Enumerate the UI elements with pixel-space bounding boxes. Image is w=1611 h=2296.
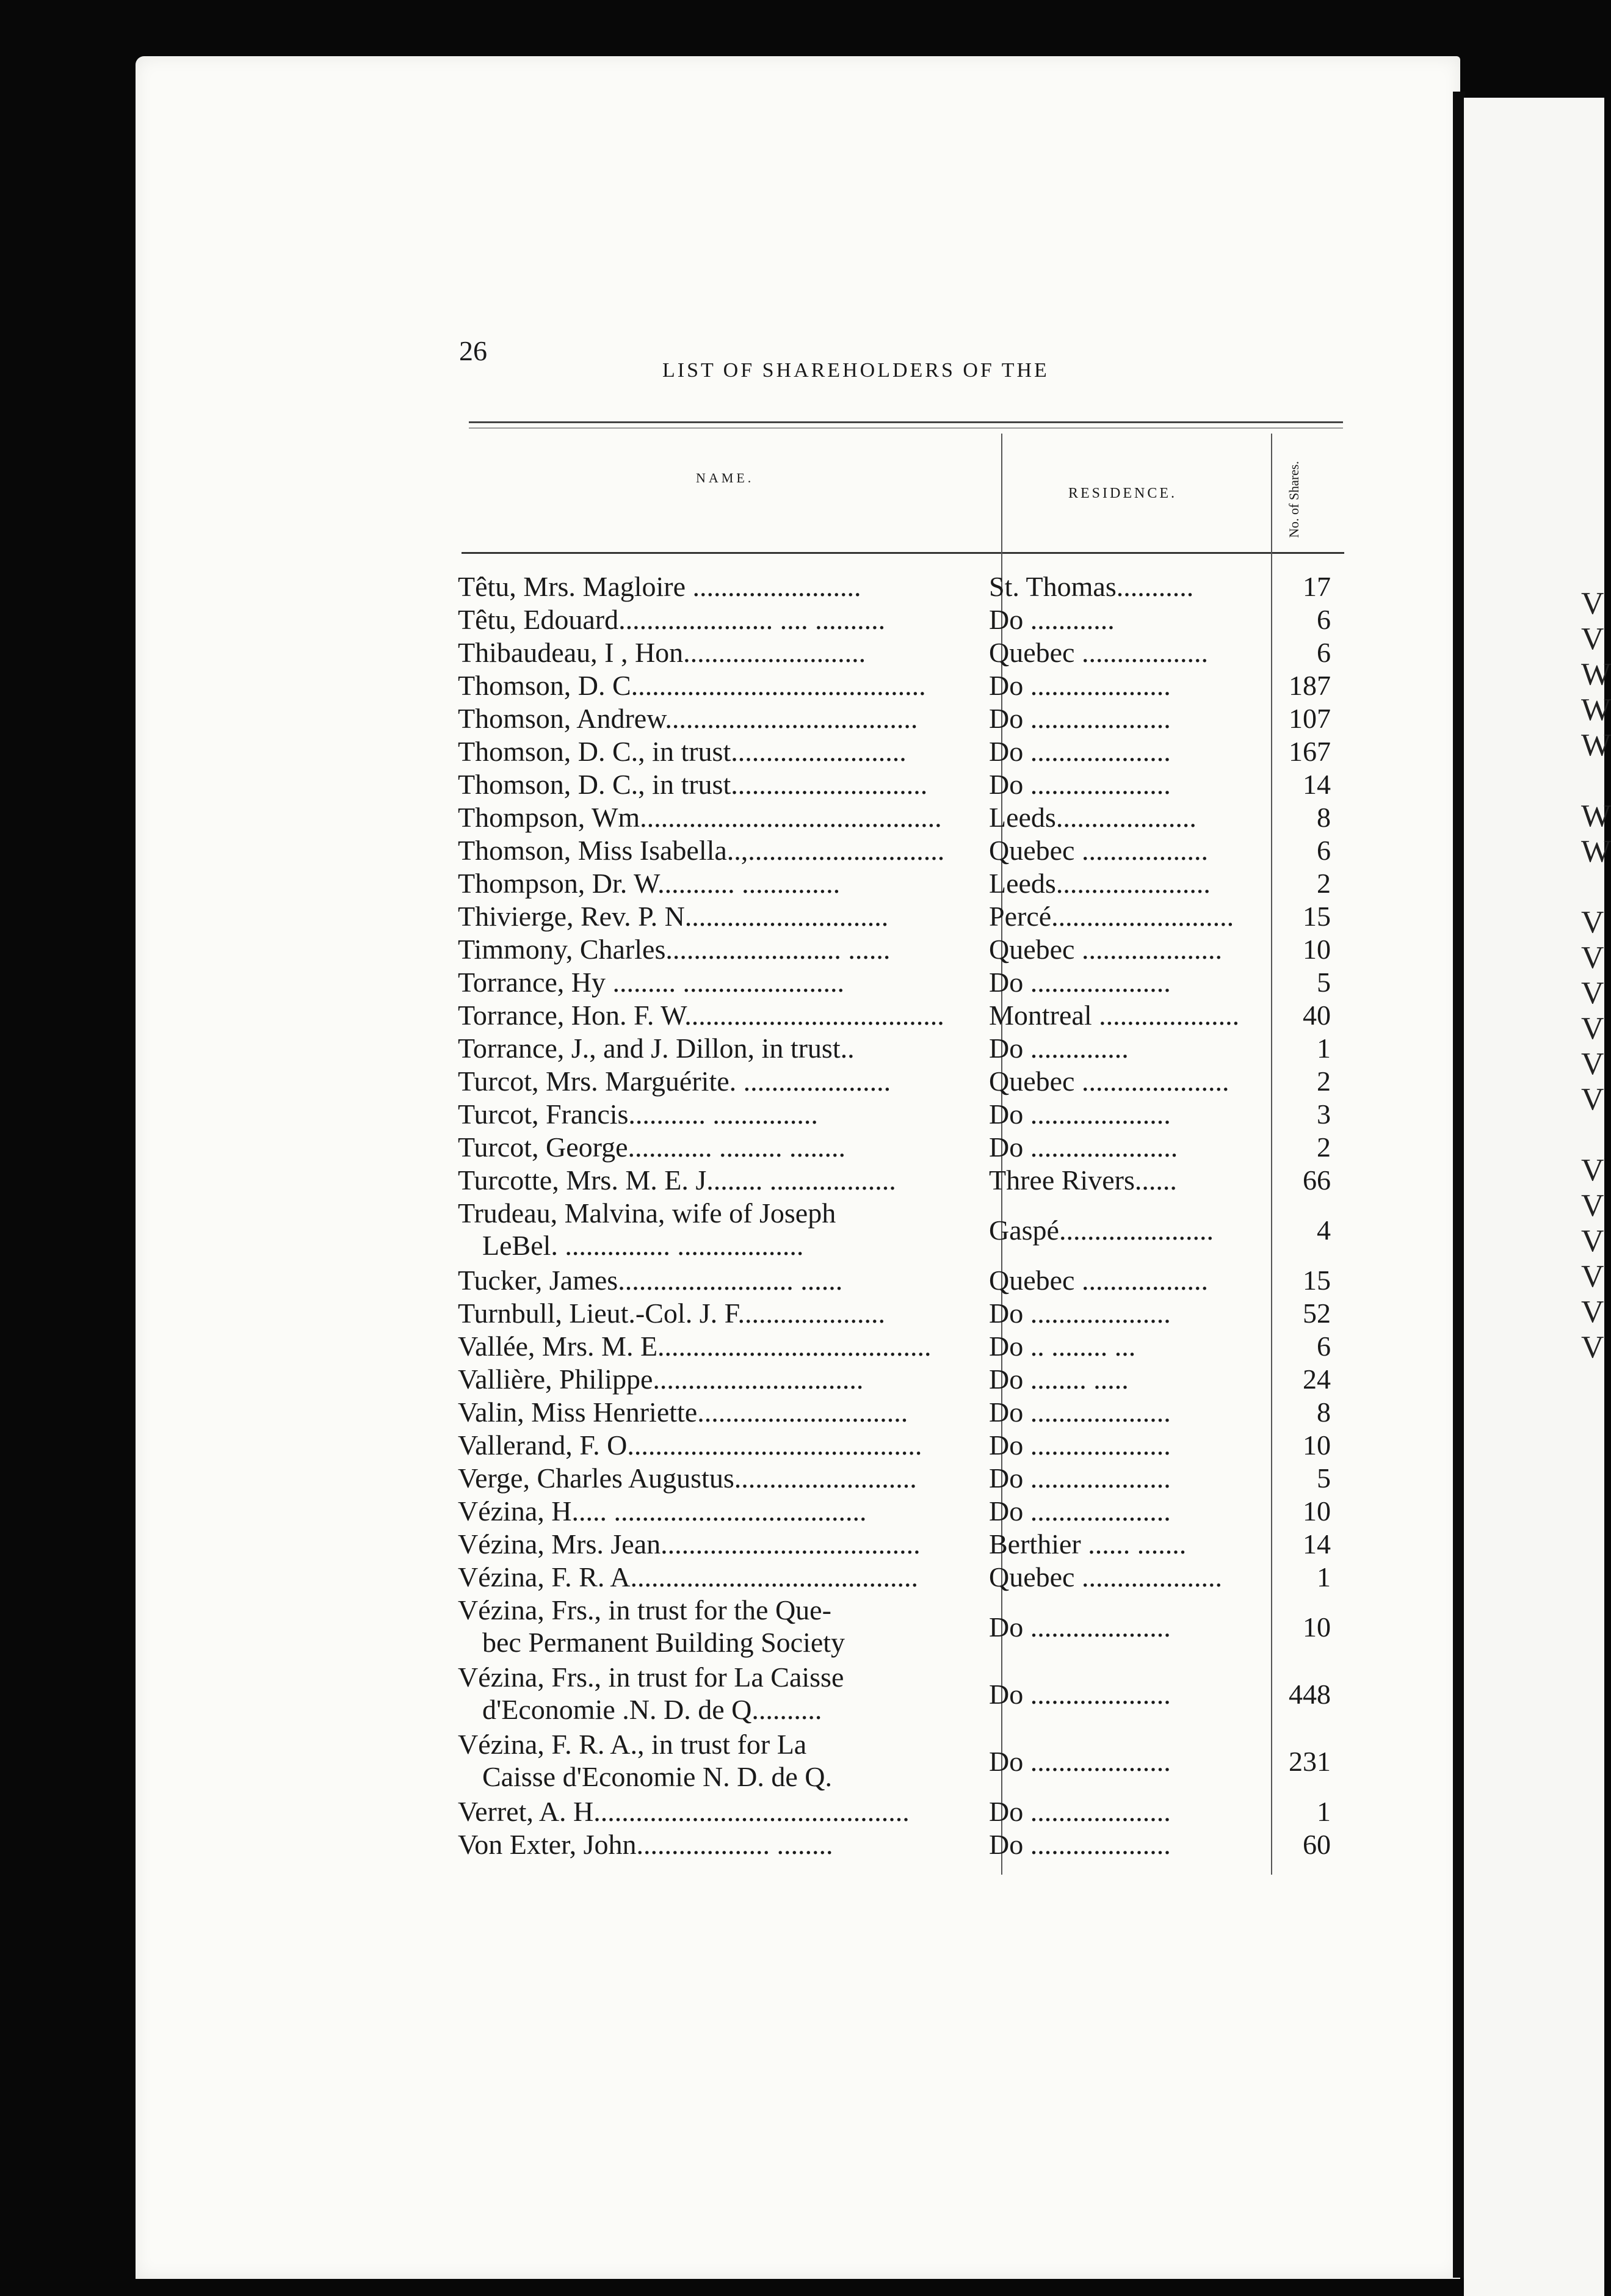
shareholder-name-line: Thomson, Miss Isabella..,............................ (458, 835, 945, 866)
shareholder-name-line: Vézina, F. R. A......................................... (458, 1561, 919, 1593)
shareholder-name (458, 768, 995, 801)
facing-page-letter: W (1581, 692, 1611, 727)
shareholder-shares: 8 (1317, 802, 1331, 833)
shareholder-residence: Leeds.................... (989, 802, 1196, 833)
shareholder-name (458, 1429, 995, 1461)
shareholder-name (458, 1594, 995, 1658)
table-row (452, 834, 1343, 867)
shareholder-residence: Do .................... (989, 703, 1171, 734)
shareholder-shares: 2 (1317, 1066, 1331, 1097)
shareholder-residence: Percé.......................... (989, 901, 1234, 932)
column-header-name: NAME. (696, 470, 755, 485)
shareholder-shares: 15 (1303, 1265, 1331, 1296)
shareholder-name (458, 603, 995, 636)
shareholder-shares: 167 (1289, 736, 1331, 767)
shareholder-residence: Do .............. (989, 1033, 1129, 1064)
facing-page-letter: V (1581, 1259, 1604, 1294)
shareholder-residence: Do ........ ..... (989, 1364, 1129, 1395)
table-row (452, 768, 1343, 801)
shareholder-name-continuation: LeBel. ............... .................. (482, 1230, 804, 1261)
table-row (452, 1297, 1343, 1330)
shareholder-name (458, 1795, 995, 1828)
shareholder-name (458, 1131, 995, 1163)
shareholder-residence: Do .................... (989, 1397, 1171, 1428)
shareholder-shares: 40 (1303, 1000, 1331, 1031)
shareholder-name (458, 999, 995, 1031)
shareholder-shares: 52 (1303, 1298, 1331, 1329)
shareholder-name (458, 1197, 995, 1262)
shareholder-name (458, 1164, 995, 1196)
shareholder-shares: 66 (1303, 1164, 1331, 1196)
shareholder-name-line: Turcot, Mrs. Marguérite. ..................... (458, 1066, 891, 1097)
shareholder-shares: 6 (1317, 604, 1331, 635)
shareholder-name-line: Torrance, Hon. F. W..................................... (458, 1000, 944, 1031)
shareholder-residence: Do .................... (989, 1611, 1171, 1643)
shareholder-name (458, 1363, 995, 1395)
shareholder-residence: Do .................... (989, 1679, 1171, 1710)
table-row (452, 1594, 1343, 1661)
table-row (452, 1330, 1343, 1363)
shareholder-shares: 6 (1317, 637, 1331, 668)
shareholder-name (458, 1728, 995, 1793)
table-row (452, 1363, 1343, 1396)
table-row (452, 1795, 1343, 1828)
shareholder-name-line: Thivierge, Rev. P. N............................. (458, 901, 889, 932)
table-row (452, 1264, 1343, 1297)
table-row (452, 867, 1343, 900)
shareholder-shares: 10 (1303, 1430, 1331, 1461)
shareholder-name-line: Thompson, Dr. W........... .............. (458, 868, 841, 899)
shareholder-name-line: Turnbull, Lieut.-Col. J. F..................... (458, 1298, 886, 1329)
shareholder-shares: 1 (1317, 1796, 1331, 1827)
shareholder-residence: Quebec ..................... (989, 1066, 1229, 1097)
shareholder-shares: 5 (1317, 1462, 1331, 1494)
shareholder-shares: 6 (1317, 835, 1331, 866)
shareholder-residence: Do .................... (989, 1430, 1171, 1461)
table-row (452, 636, 1343, 669)
shareholder-name-line: Vézina, Frs., in trust for the Que- (458, 1594, 831, 1626)
shareholder-name (458, 1828, 995, 1861)
shareholder-name-line: Vallière, Philippe.............................. (458, 1364, 864, 1395)
shareholder-shares: 10 (1303, 1495, 1331, 1527)
table-row (452, 1197, 1343, 1264)
table-row (452, 1164, 1343, 1197)
shareholder-name (458, 636, 995, 669)
shareholder-shares: 187 (1289, 670, 1331, 701)
top-rule (469, 421, 1343, 423)
shareholder-shares: 10 (1303, 1611, 1331, 1643)
shareholder-name (458, 867, 995, 899)
facing-page-letter: W (1581, 728, 1611, 763)
header-rule (462, 552, 1344, 554)
shareholder-shares: 14 (1303, 769, 1331, 800)
shareholder-residence: Do .................... (989, 1829, 1171, 1860)
shareholder-residence: Quebec .................. (989, 1265, 1208, 1296)
facing-page-letter: V (1581, 1224, 1604, 1259)
table-row (452, 999, 1343, 1032)
shareholder-name (458, 1495, 995, 1527)
shareholder-residence: Do .................... (989, 1462, 1171, 1494)
shareholder-residence: Do .................... (989, 1796, 1171, 1827)
shareholder-shares: 2 (1317, 1132, 1331, 1163)
shareholder-name-line: Trudeau, Malvina, wife of Joseph (458, 1197, 836, 1229)
table-row (452, 1828, 1343, 1861)
shareholder-name (458, 933, 995, 965)
shareholder-residence: St. Thomas........... (989, 571, 1194, 602)
shareholder-name (458, 735, 995, 768)
shareholder-residence: Quebec .................... (989, 1561, 1222, 1593)
shareholder-shares: 4 (1317, 1215, 1331, 1246)
shareholder-residence: Do ..................... (989, 1132, 1178, 1163)
shareholder-shares: 15 (1303, 901, 1331, 932)
table-row (452, 735, 1343, 768)
table-row (452, 1396, 1343, 1429)
shareholder-name-line: Turcot, George............ ......... ........ (458, 1132, 846, 1163)
shareholder-residence: Do .................... (989, 1099, 1171, 1130)
shareholder-name-line: Thomson, Andrew.................................... (458, 703, 918, 734)
shareholder-shares: 231 (1289, 1746, 1331, 1777)
facing-page-letter: V (1581, 1330, 1604, 1365)
shareholder-name-line: Verge, Charles Augustus.......................... (458, 1462, 917, 1494)
shareholder-shares: 14 (1303, 1528, 1331, 1560)
page-number: 26 (459, 335, 487, 366)
shareholder-residence: Do .................... (989, 1746, 1171, 1777)
shareholder-name (458, 834, 995, 866)
shareholder-residence: Three Rivers...... (989, 1164, 1177, 1196)
shareholder-residence: Do .................... (989, 1298, 1171, 1329)
shareholder-name (458, 1396, 995, 1428)
shareholder-shares: 1 (1317, 1033, 1331, 1064)
shareholder-name (458, 1528, 995, 1560)
table-row (452, 1661, 1343, 1728)
facing-page-letter: W (1581, 799, 1611, 834)
shareholder-name-line: Valin, Miss Henriette.............................. (458, 1397, 908, 1428)
facing-page-letter: V (1581, 1153, 1604, 1188)
shareholder-name-line: Torrance, J., and J. Dillon, in trust.. (458, 1033, 855, 1064)
shareholder-residence: Do ............ (989, 604, 1115, 635)
facing-page-letter: V (1581, 586, 1604, 621)
shareholder-shares: 10 (1303, 934, 1331, 965)
shareholder-residence: Berthier ...... ....... (989, 1528, 1187, 1560)
table-row (452, 1131, 1343, 1164)
shareholder-residence: Do .................... (989, 1495, 1171, 1527)
shareholder-name (458, 1462, 995, 1494)
shareholder-shares: 107 (1289, 703, 1331, 734)
facing-page-letter: W (1581, 657, 1611, 692)
shareholder-name-line: Thomson, D. C.......................................... (458, 670, 926, 701)
facing-page-letter: V (1581, 1295, 1604, 1329)
shareholder-table (452, 570, 1343, 1861)
facing-page-letter: V (1581, 940, 1604, 975)
shareholder-residence: Montreal .................... (989, 1000, 1240, 1031)
shareholder-name (458, 1297, 995, 1329)
table-row (452, 603, 1343, 636)
shareholder-shares: 2 (1317, 868, 1331, 899)
shareholder-name-line: Verret, A. H............................................. (458, 1796, 910, 1827)
shareholder-name (458, 702, 995, 735)
shareholder-residence: Do .................... (989, 670, 1171, 701)
shareholder-name (458, 1264, 995, 1296)
shareholder-name-line: Turcot, Francis........... ............... (458, 1099, 818, 1130)
shareholder-shares: 17 (1303, 571, 1331, 602)
shareholder-shares: 60 (1303, 1829, 1331, 1860)
facing-page-letter: V (1581, 1188, 1604, 1223)
shareholder-name (458, 900, 995, 932)
shareholder-name-line: Thomson, D. C., in trust............................ (458, 769, 928, 800)
facing-page-letter: V (1581, 976, 1604, 1011)
table-row (452, 570, 1343, 603)
shareholder-name (458, 1661, 995, 1726)
table-row (452, 1561, 1343, 1594)
shareholder-name-line: Thibaudeau, I , Hon.......................... (458, 637, 866, 668)
table-row (452, 933, 1343, 966)
shareholder-residence: Do .................... (989, 967, 1171, 998)
column-header-residence: RESIDENCE. (1068, 485, 1177, 501)
table-row (452, 966, 1343, 999)
table-row (452, 669, 1343, 702)
shareholder-shares: 6 (1317, 1331, 1331, 1362)
table-row (452, 702, 1343, 735)
shareholder-name (458, 1065, 995, 1097)
shareholder-name-line: Vallée, Mrs. M. E....................................... (458, 1331, 932, 1362)
table-row (452, 1728, 1343, 1795)
shareholder-name-line: Têtu, Mrs. Magloire ........................ (458, 571, 861, 602)
shareholder-name-line: Tucker, James......................... ...... (458, 1265, 843, 1296)
shareholder-name-continuation: Caisse d'Economie N. D. de Q. (482, 1761, 832, 1792)
shareholder-residence: Quebec .................. (989, 637, 1208, 668)
table-row (452, 1098, 1343, 1131)
shareholder-name (458, 1330, 995, 1362)
shareholder-residence: Quebec .................... (989, 934, 1222, 965)
facing-page-letter (1581, 763, 1611, 799)
shareholder-residence: Do .................... (989, 769, 1171, 800)
shareholder-name-line: Thomson, D. C., in trust......................... (458, 736, 907, 767)
shareholder-name (458, 1032, 995, 1064)
facing-page-letter (1581, 870, 1611, 905)
facing-page-letter: W (1581, 834, 1611, 869)
shareholder-name-line: Thompson, Wm........................................... (458, 802, 942, 833)
facing-page-letter: V (1581, 622, 1604, 656)
facing-page-letter (1581, 1117, 1611, 1153)
shareholder-name (458, 966, 995, 998)
top-rule-thin (469, 427, 1343, 429)
shareholder-shares: 5 (1317, 967, 1331, 998)
shareholder-name-line: Timmony, Charles......................... ...... (458, 934, 891, 965)
facing-page-letter: V (1581, 1011, 1604, 1046)
shareholder-name (458, 1561, 995, 1593)
shareholder-name (458, 1098, 995, 1130)
shareholder-name-line: Têtu, Edouard...................... .... .......... (458, 604, 886, 635)
shareholder-name-line: Vézina, H..... .................................... (458, 1495, 867, 1527)
shareholder-shares: 8 (1317, 1397, 1331, 1428)
table-row (452, 801, 1343, 834)
shareholder-residence: Do .................... (989, 736, 1171, 767)
shareholder-shares: 3 (1317, 1099, 1331, 1130)
shareholder-residence: Gaspé...................... (989, 1215, 1214, 1246)
shareholder-shares: 448 (1289, 1679, 1331, 1710)
facing-page-letter: V (1581, 1082, 1604, 1117)
shareholder-name-continuation: d'Economie .N. D. de Q.......... (482, 1694, 822, 1725)
table-row (452, 1528, 1343, 1561)
facing-page-letter: V (1581, 1047, 1604, 1081)
column-header-shares: No. of Shares. (1286, 461, 1301, 538)
shareholder-name-line: Vézina, F. R. A., in trust for La (458, 1729, 807, 1760)
shareholder-residence: Do .. ........ ... (989, 1331, 1136, 1362)
shareholder-name-line: Vézina, Mrs. Jean..................................... (458, 1528, 921, 1560)
shareholder-name-line: Von Exter, John................... ........ (458, 1829, 833, 1860)
shareholder-name-line: Turcotte, Mrs. M. E. J........ .................. (458, 1164, 896, 1196)
table-row (452, 1429, 1343, 1462)
table-row (452, 1462, 1343, 1495)
shareholder-name-line: Vallerand, F. O.......................................... (458, 1430, 922, 1461)
facing-page-letters (1581, 586, 1611, 1365)
shareholder-name-line: Torrance, Hy ......... ....................... (458, 967, 844, 998)
facing-page-letter: V (1581, 905, 1604, 940)
shareholder-shares: 24 (1303, 1364, 1331, 1395)
shareholder-shares: 1 (1317, 1561, 1331, 1593)
table-row (452, 1065, 1343, 1098)
page-gutter (1453, 92, 1465, 2278)
shareholder-name-line: Vézina, Frs., in trust for La Caisse (458, 1662, 844, 1693)
page-title: LIST OF SHAREHOLDERS OF THE (662, 359, 1049, 382)
shareholder-residence: Leeds...................... (989, 868, 1211, 899)
shareholder-name (458, 669, 995, 702)
table-row (452, 1495, 1343, 1528)
shareholder-name (458, 570, 995, 603)
shareholder-name (458, 801, 995, 834)
shareholder-name-continuation: bec Permanent Building Society (482, 1627, 845, 1658)
shareholder-residence: Quebec .................. (989, 835, 1208, 866)
table-row (452, 1032, 1343, 1065)
table-row (452, 900, 1343, 933)
